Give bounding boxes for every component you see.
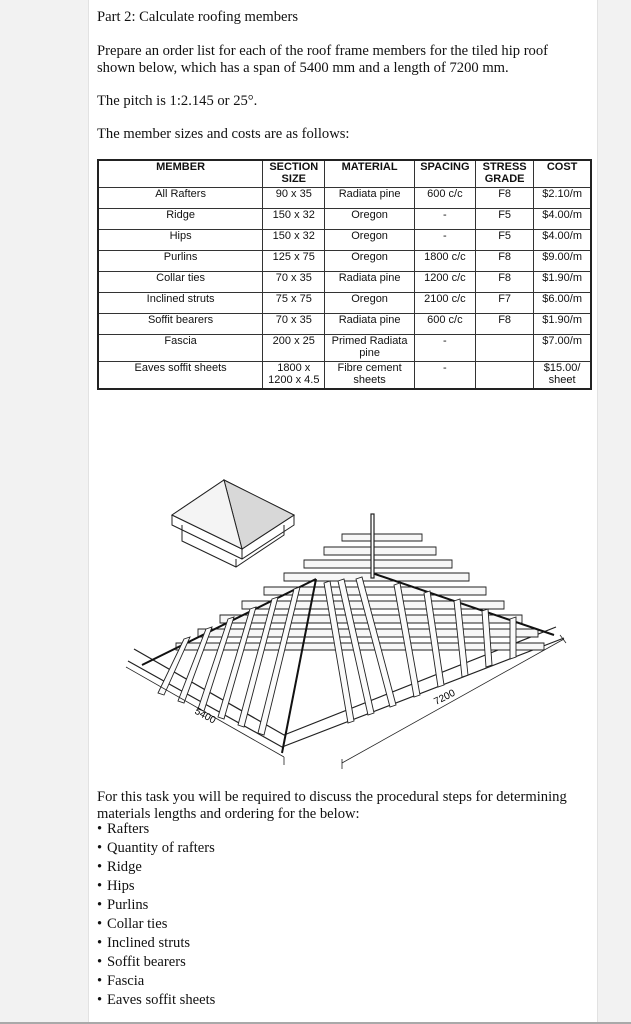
table-cell: 1800 x 1200 x 4.5 (263, 362, 325, 390)
bullet-icon: • (97, 992, 103, 1008)
list-item-label: Rafters (107, 821, 150, 837)
dimension-span-label: 5400 (192, 706, 218, 727)
table-cell: Oregon (325, 293, 414, 314)
table-cell: $15.00/ sheet (534, 362, 591, 390)
member-sizes-intro: The member sizes and costs are as follows: (97, 126, 350, 142)
list-item-label: Hips (107, 878, 135, 894)
part-title: Part 2: Calculate roofing members (97, 9, 299, 25)
list-item (97, 954, 215, 973)
table-row (98, 362, 591, 390)
table-cell: F5 (476, 230, 534, 251)
table-cell: 150 x 32 (263, 230, 325, 251)
column-header: COST (534, 160, 591, 188)
list-item (97, 821, 215, 840)
table-cell: 600 c/c (414, 188, 475, 209)
column-header: STRESS GRADE (476, 160, 534, 188)
bullet-icon: • (97, 935, 103, 951)
table-cell: Collar ties (98, 272, 263, 293)
table-row (98, 188, 591, 209)
table-row (98, 251, 591, 272)
bullet-icon: • (97, 840, 103, 856)
table-row (98, 314, 591, 335)
list-item-label: Fascia (107, 973, 145, 989)
table-cell: Ridge (98, 209, 263, 230)
table-cell: All Rafters (98, 188, 263, 209)
list-item-label: Soffit bearers (107, 954, 186, 970)
table-cell: Radiata pine (325, 188, 414, 209)
table-cell: $1.90/m (534, 314, 591, 335)
column-header: SECTION SIZE (263, 160, 325, 188)
table-cell: - (414, 209, 475, 230)
table-cell: Oregon (325, 251, 414, 272)
column-header: MATERIAL (325, 160, 414, 188)
column-header: MEMBER (98, 160, 263, 188)
table-cell: F8 (476, 188, 534, 209)
bullet-icon: • (97, 821, 103, 837)
table-cell: Primed Radiata pine (325, 335, 414, 362)
table-cell: Radiata pine (325, 272, 414, 293)
table-cell: 1800 c/c (414, 251, 475, 272)
table-row (98, 209, 591, 230)
list-item (97, 897, 215, 916)
table-cell: Soffit bearers (98, 314, 263, 335)
list-item-label: Collar ties (107, 916, 168, 932)
table-cell: - (414, 230, 475, 251)
table-cell: 75 x 75 (263, 293, 325, 314)
roof-frame-figure (124, 463, 567, 772)
bullet-icon: • (97, 859, 103, 875)
table-header-row (98, 160, 591, 188)
table-cell: 150 x 32 (263, 209, 325, 230)
table-cell: Oregon (325, 209, 414, 230)
task-intro-paragraph: For this task you will be required to discuss the procedural steps for determining materials lengths and ordering for the below: (97, 789, 567, 822)
table-cell: $4.00/m (534, 209, 591, 230)
list-item (97, 916, 215, 935)
hip-roof-frame-drawing (124, 463, 567, 772)
task-item-list (97, 821, 215, 1011)
list-item (97, 992, 215, 1011)
list-item (97, 840, 215, 859)
list-item (97, 878, 215, 897)
table-cell: $7.00/m (534, 335, 591, 362)
bullet-icon: • (97, 878, 103, 894)
table-row (98, 230, 591, 251)
dimension-length-label: 7200 (432, 687, 458, 708)
table-cell: Eaves soffit sheets (98, 362, 263, 390)
list-item (97, 859, 215, 878)
list-item (97, 973, 215, 992)
table-cell: F7 (476, 293, 534, 314)
house-sketch (172, 480, 294, 567)
table-cell: 70 x 35 (263, 272, 325, 293)
table-row (98, 272, 591, 293)
list-item-label: Inclined struts (107, 935, 191, 951)
table-cell: $4.00/m (534, 230, 591, 251)
table-cell: 1200 c/c (414, 272, 475, 293)
member-sizes-table (97, 159, 592, 390)
table-cell: Radiata pine (325, 314, 414, 335)
table-cell: 90 x 35 (263, 188, 325, 209)
table-cell: Purlins (98, 251, 263, 272)
intro-paragraph: Prepare an order list for each of the roof frame members for the tiled hip roof shown below, which has a span of 5400 mm and a length of 7200 mm. (97, 43, 549, 76)
table-cell: 2100 c/c (414, 293, 475, 314)
table-cell: - (414, 335, 475, 362)
bullet-icon: • (97, 973, 103, 989)
list-item-label: Ridge (107, 859, 142, 875)
column-header: SPACING (414, 160, 475, 188)
table-cell: Hips (98, 230, 263, 251)
table-cell: F8 (476, 314, 534, 335)
bullet-icon: • (97, 954, 103, 970)
table-cell: Oregon (325, 230, 414, 251)
pitch-statement: The pitch is 1:2.145 or 25°. (97, 93, 258, 109)
table-cell: F5 (476, 209, 534, 230)
list-item (97, 935, 215, 954)
table-cell (476, 335, 534, 362)
table-cell (476, 362, 534, 390)
table-cell: Fibre cement sheets (325, 362, 414, 390)
table-cell: 600 c/c (414, 314, 475, 335)
list-item-label: Purlins (107, 897, 149, 913)
table-cell: 70 x 35 (263, 314, 325, 335)
table-row (98, 335, 591, 362)
bullet-icon: • (97, 916, 103, 932)
ridge-post (371, 514, 374, 578)
table-cell: $2.10/m (534, 188, 591, 209)
table-cell: $6.00/m (534, 293, 591, 314)
list-item-label: Quantity of rafters (107, 840, 215, 856)
table-cell: F8 (476, 272, 534, 293)
table-row (98, 293, 591, 314)
table-cell: Fascia (98, 335, 263, 362)
table-cell: 125 x 75 (263, 251, 325, 272)
table-cell: Inclined struts (98, 293, 263, 314)
table-cell: 200 x 25 (263, 335, 325, 362)
table-cell: $1.90/m (534, 272, 591, 293)
table-cell: $9.00/m (534, 251, 591, 272)
table-cell: F8 (476, 251, 534, 272)
list-item-label: Eaves soffit sheets (107, 992, 216, 1008)
table-cell: - (414, 362, 475, 390)
bullet-icon: • (97, 897, 103, 913)
